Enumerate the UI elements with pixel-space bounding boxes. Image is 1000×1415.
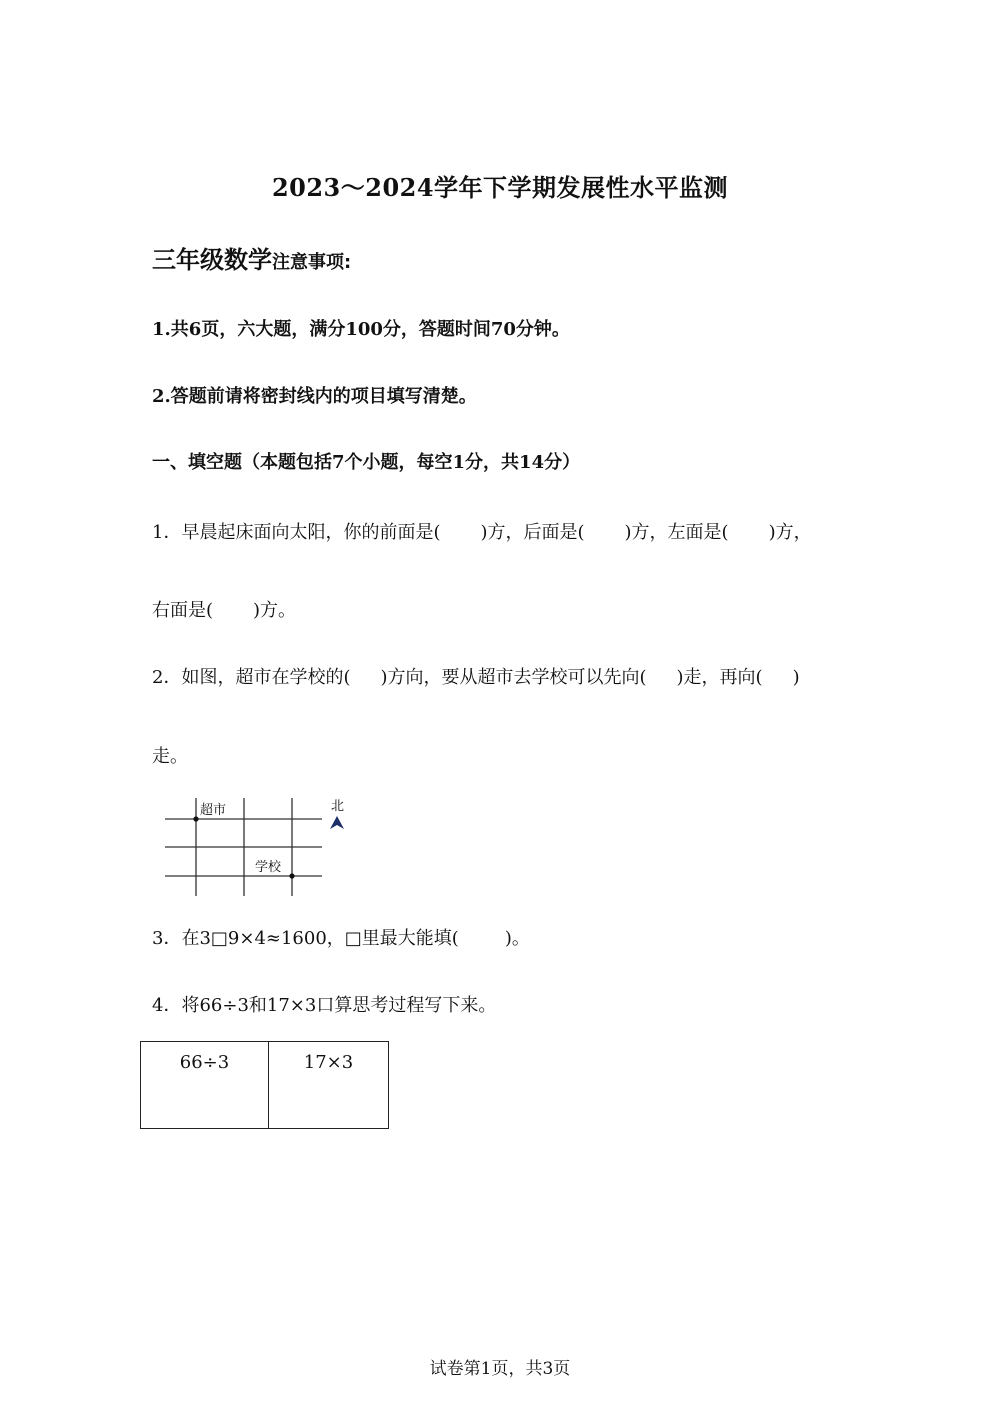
page-footer: 试卷第1页，共3页 [429, 1359, 571, 1379]
table-cell-66-div-3[interactable]: 66÷3 [141, 1042, 269, 1129]
table-row [141, 1042, 389, 1129]
map-supermarket-label: 超市 [200, 803, 227, 818]
q2-text-a: 2．如图，超市在学校的( [152, 667, 351, 688]
table-cell-17-times-3[interactable]: 17×3 [269, 1042, 389, 1129]
note-1: 1.共6页，六大题，满分100分，答题时间70分钟。 [152, 319, 570, 340]
subject-grade: 三年级数学 [152, 246, 272, 274]
supermarket-dot [193, 816, 198, 821]
q2-text-b: )方向，要从超市去学校可以先向( [380, 667, 647, 688]
q1-text-e: 右面是( [152, 600, 214, 621]
subject-line [152, 240, 351, 275]
question-3 [152, 924, 530, 950]
q1-text-a: 1．早晨起床面向太阳，你的前面是( [152, 522, 441, 543]
q3-text-b: )。 [504, 928, 530, 949]
question-2-line-2: 走。 [152, 746, 188, 767]
q2-text-d: ) [792, 667, 800, 688]
notes-heading: 注意事项: [272, 252, 352, 273]
north-arrow-icon [330, 816, 344, 829]
q2-text-c: )走，再向( [676, 667, 763, 688]
map-school-label: 学校 [255, 860, 282, 875]
q1-text-f: )方。 [253, 600, 297, 621]
map-north-label: 北 [331, 799, 345, 814]
map-figure [165, 796, 355, 898]
note-2: 2.答题前请将密封线内的项目填写清楚。 [152, 386, 477, 407]
question-2-line-1 [152, 663, 800, 689]
q1-text-c: )方，左面是( [624, 522, 729, 543]
school-dot [289, 873, 294, 878]
q1-text-b: )方，后面是( [480, 522, 585, 543]
q3-text-a: 3．在3□9×4≈1600，□里最大能填( [152, 928, 459, 949]
document-title: 2023～2024学年下学期发展性水平监测 [271, 173, 729, 202]
section-heading: 一、填空题（本题包括7个小题，每空1分，共14分） [152, 452, 581, 473]
calculation-table [140, 1041, 389, 1129]
question-1-line-2 [152, 596, 296, 622]
question-1-line-1 [152, 518, 812, 544]
q1-text-d: )方， [768, 522, 812, 543]
question-4: 4．将66÷3和17×3口算思考过程写下来。 [152, 995, 497, 1016]
